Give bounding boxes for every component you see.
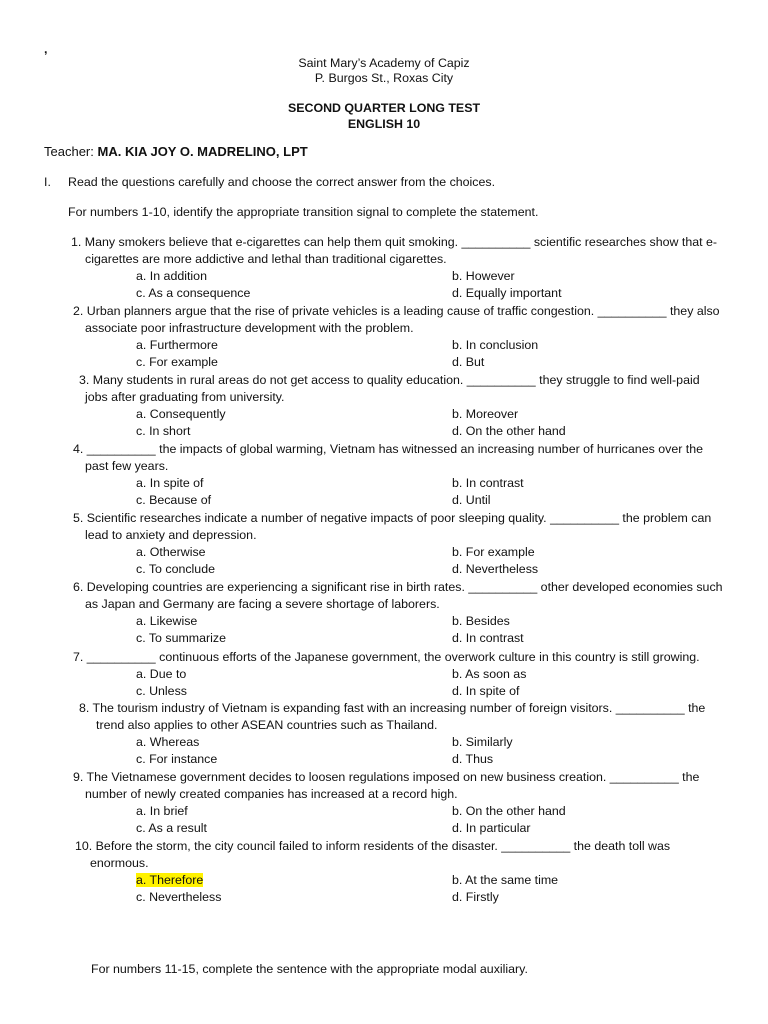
section-instruction: Read the questions carefully and choose the correct answer from the choices. <box>68 175 496 189</box>
choice-d: d. Thus <box>452 752 494 766</box>
choice-d: d. In spite of <box>452 684 520 698</box>
choice-b: b. On the other hand <box>452 804 566 818</box>
choice-c: c. Nevertheless <box>136 890 222 904</box>
choice-a: a. Whereas <box>136 735 200 749</box>
choice-a: a. Due to <box>136 667 187 681</box>
teacher-name: MA. KIA JOY O. MADRELINO, LPT <box>97 144 308 159</box>
teacher-label: Teacher: <box>44 144 94 159</box>
choice-c: c. As a consequence <box>136 286 251 300</box>
choice-a: a. Consequently <box>136 407 226 421</box>
choice-b: b. As soon as <box>452 667 527 681</box>
choice-a: a. Furthermore <box>136 338 218 352</box>
school-address: P. Burgos St., Roxas City <box>314 71 454 85</box>
part-instruction: For numbers 1-10, identify the appropriate transition signal to complete the statement. <box>68 205 539 219</box>
choice-c: c. Unless <box>136 684 187 698</box>
choice-c: c. For example <box>136 355 218 369</box>
choice-b: b. At the same time <box>452 873 559 887</box>
question-text-cont: trend also applies to other ASEAN countries such as Thailand. <box>96 718 438 732</box>
question-text: 7. __________ continuous efforts of the Japanese government, the overwork culture in this country is still growing. <box>73 650 700 664</box>
choice-d: d. Until <box>452 493 491 507</box>
choice-c: c. Because of <box>136 493 212 507</box>
question-text: 10. Before the storm, the city council failed to inform residents of the disaster. __________ the death toll was <box>75 839 671 853</box>
part-instruction-2: For numbers 11-15, complete the sentence with the appropriate modal auxiliary. <box>91 962 528 976</box>
choice-b: b. For example <box>452 545 535 559</box>
question-text: 9. The Vietnamese government decides to loosen regulations imposed on new business creation. __________ the <box>73 770 700 784</box>
question-text-cont: jobs after graduating from university. <box>85 390 285 404</box>
choice-c: c. To conclude <box>136 562 215 576</box>
choice-d: d. On the other hand <box>452 424 566 438</box>
choice-a: a. Otherwise <box>136 545 206 559</box>
subject-title: ENGLISH 10 <box>347 117 421 131</box>
question-text: 2. Urban planners argue that the rise of private vehicles is a leading cause of traffic congestion. __________ they also <box>73 304 720 318</box>
question-text-cont: associate poor infrastructure development with the problem. <box>85 321 414 335</box>
choice-d: d. In contrast <box>452 631 524 645</box>
question-text-cont: enormous. <box>90 856 149 870</box>
choice-a: a. Likewise <box>136 614 198 628</box>
choice-b: b. In contrast <box>452 476 524 490</box>
choice-b: b. However <box>452 269 515 283</box>
section-numeral: I. <box>44 175 51 189</box>
choice-b: b. In conclusion <box>452 338 539 352</box>
choice-b: b. Moreover <box>452 407 519 421</box>
choice-b: b. Similarly <box>452 735 513 749</box>
choice-b: b. Besides <box>452 614 510 628</box>
choice-d: d. But <box>452 355 485 369</box>
question-text-cont: as Japan and Germany are facing a severe shortage of laborers. <box>85 597 440 611</box>
school-name: Saint Mary’s Academy of Capiz <box>298 56 470 70</box>
choice-c: c. As a result <box>136 821 207 835</box>
choice-c: c. In short <box>136 424 191 438</box>
question-text: 4. __________ the impacts of global warming, Vietnam has witnessed an increasing number of hurricanes over the <box>73 442 703 456</box>
question-text: 8. The tourism industry of Vietnam is expanding fast with an increasing number of foreign visitors. __________ the <box>79 701 706 715</box>
test-title: SECOND QUARTER LONG TEST <box>287 101 481 115</box>
choice-d: d. Nevertheless <box>452 562 539 576</box>
choice-a: a. In spite of <box>136 476 204 490</box>
choice-a: a. In addition <box>136 269 207 283</box>
teacher-line <box>44 144 308 159</box>
choice-c: c. To summarize <box>136 631 226 645</box>
question-text-cont: past few years. <box>85 459 169 473</box>
choice-d: d. Firstly <box>452 890 499 904</box>
choice-d: d. Equally important <box>452 286 562 300</box>
question-text-cont: lead to anxiety and depression. <box>85 528 257 542</box>
choice-d: d. In particular <box>452 821 531 835</box>
question-text: 5. Scientific researches indicate a number of negative impacts of poor sleeping quality. __________ the problem can <box>73 511 712 525</box>
question-text: 3. Many students in rural areas do not get access to quality education. __________ they struggle to find well-paid <box>79 373 700 387</box>
stray-mark: , <box>44 42 48 56</box>
question-text: 6. Developing countries are experiencing a significant rise in birth rates. __________ other developed economies such <box>73 580 723 594</box>
question-text: 1. Many smokers believe that e-cigarettes can help them quit smoking. __________ scientific researches show that e- <box>71 235 718 249</box>
question-text-cont: cigarettes are more addictive and lethal than traditional cigarettes. <box>85 252 447 266</box>
choice-c: c. For instance <box>136 752 218 766</box>
choice-a: a. Therefore <box>136 873 204 887</box>
question-text-cont: number of newly created companies has increased at a record high. <box>85 787 458 801</box>
choice-a: a. In brief <box>136 804 188 818</box>
